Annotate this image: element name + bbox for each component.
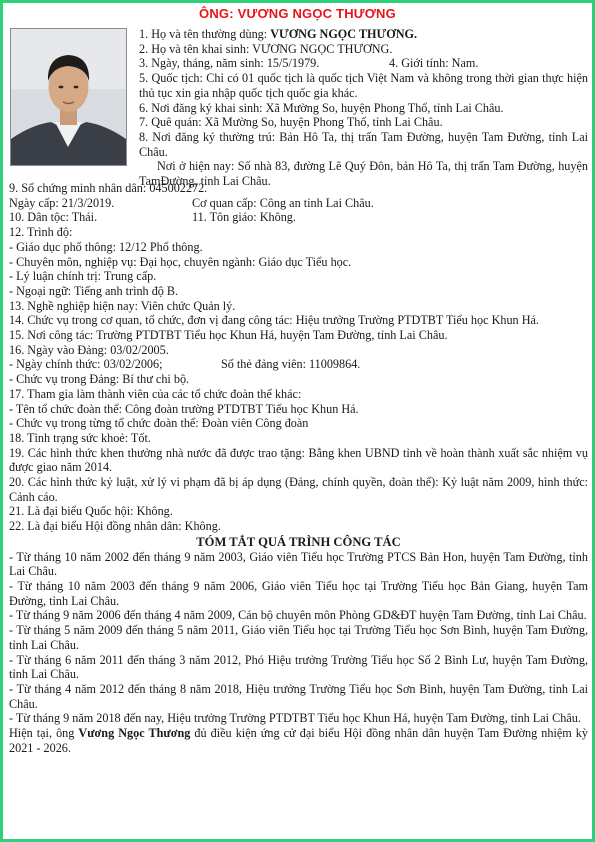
info-line-12d: - Ngoại ngữ: Tiếng anh trình độ B. bbox=[9, 283, 179, 298]
candidate-name: Vương Ngọc Thương bbox=[78, 726, 191, 741]
date-of-birth: 3. Ngày, tháng, năm sinh: 15/5/1979. bbox=[139, 56, 320, 71]
info-line-10-11: 10. Dân tộc: Thái. 11. Tôn giáo: Không. bbox=[9, 210, 296, 225]
info-line-8: 8. Nơi đăng ký thường trú: Bản Hô Ta, thị trấn Tam Đường, huyện Tam Đường, tỉnh Lai Châu. bbox=[139, 129, 588, 159]
career-item: - Từ tháng 9 năm 2018 đến nay, Hiệu trưởng Trường PTDTBT Tiểu học Khun Há, huyện Tam Đường, tỉnh Lai Châu. bbox=[9, 711, 581, 726]
info-line-12: 12. Trình độ: bbox=[9, 225, 73, 240]
info-line-22: 22. Là đại biểu Hội đồng nhân dân: Không. bbox=[9, 519, 221, 534]
career-item: - Từ tháng 10 năm 2003 đến tháng 9 năm 2006, Giáo viên Tiểu học tại Trường Tiểu học Bản Giang, huyện Tam Đường, tỉnh Lai Châu. bbox=[9, 578, 588, 608]
info-line-5: 5. Quốc tịch: Chỉ có 01 quốc tịch là quốc tịch Việt Nam và không trong thời gian thực hiện thủ tục xin gia nhập quốc tịch quốc gia khác. bbox=[139, 71, 588, 100]
career-item: - Từ tháng 4 năm 2012 đến tháng 8 năm 2018, Hiệu trưởng Trường Tiểu học Sơn Bình, huyện Tam Đường, tỉnh Lai Châu. bbox=[9, 681, 588, 711]
common-name: VƯƠNG NGỌC THƯƠNG. bbox=[270, 27, 418, 41]
info-line-9-issue: Ngày cấp: 21/3/2019. Cơ quan cấp: Công an tỉnh Lai Châu. bbox=[9, 195, 374, 210]
personal-info-top bbox=[139, 27, 588, 189]
gender: 4. Giới tính: Nam. bbox=[389, 56, 479, 71]
career-item: - Từ tháng 10 năm 2002 đến tháng 9 năm 2003, Giáo viên Tiểu học Trường PTCS Bản Hon, huyện Tam Đường, tỉnh Lai Châu. bbox=[9, 549, 588, 579]
page-title: ÔNG: VƯƠNG NGỌC THƯƠNG bbox=[199, 6, 396, 21]
closing-statement: Hiện tại, ông Vương Ngọc Thương đủ điều kiện ứng cử đại biểu Hội đồng nhân dân huyện Tam Đường nhiệm kỳ 2021 - 2026. bbox=[9, 726, 588, 755]
info-line-17: 17. Tham gia làm thành viên của các tổ chức đoàn thể khác: bbox=[9, 386, 302, 401]
career-item: - Từ tháng 6 năm 2011 đến tháng 3 năm 2012, Phó Hiệu trưởng Trường Tiểu học Số 2 Bình Lư, huyện Tam Đường, tỉnh Lai Châu. bbox=[9, 652, 588, 682]
info-line-14: 14. Chức vụ trong cơ quan, tổ chức, đơn vị đang công tác: Hiệu trưởng Trường PTDTBT Tiểu học Khun Há. bbox=[9, 313, 539, 328]
info-line-19: 19. Các hình thức khen thưởng nhà nước đã được trao tặng: Bằng khen UBND tỉnh về hoàn thành xuất sắc nhiệm vụ được giao năm 2014. bbox=[9, 445, 588, 475]
portrait-photo bbox=[10, 28, 127, 166]
info-line-3 bbox=[139, 56, 588, 71]
info-line-16: 16. Ngày vào Đảng: 03/02/2005. bbox=[9, 342, 169, 357]
info-line-16-official: - Ngày chính thức: 03/02/2006; Số thẻ đảng viên: 11009864. bbox=[9, 357, 361, 372]
info-line-13: 13. Nghề nghiệp hiện nay: Viên chức Quản lý. bbox=[9, 298, 236, 313]
career-item: - Từ tháng 5 năm 2009 đến tháng 5 năm 2011, Giáo viên Tiểu học tại Trường Tiểu học Sơn Bình, huyện Tam Đường, tỉnh Lai Châu. bbox=[9, 623, 588, 652]
info-line-12a: - Giáo dục phổ thông: 12/12 Phổ thông. bbox=[9, 239, 203, 254]
personal-info-main bbox=[9, 181, 588, 755]
career-section-title: TÓM TẮT QUÁ TRÌNH CÔNG TÁC bbox=[196, 534, 401, 549]
info-line-9: 9. Số chứng minh nhân dân: 045002272. bbox=[9, 181, 208, 195]
info-line-2: 2. Họ và tên khai sinh: VƯƠNG NGỌC THƯƠNG. bbox=[139, 41, 393, 56]
info-line-17a: - Tên tổ chức đoàn thể: Công đoàn trường PTDTBT Tiểu học Khun Há. bbox=[9, 401, 359, 416]
info-line-12b: - Chuyên môn, nghiệp vụ: Đại học, chuyên ngành: Giáo dục Tiểu học. bbox=[9, 254, 352, 269]
info-line-6: 6. Nơi đăng ký khai sinh: Xã Mường So, huyện Phong Thổ, tỉnh Lai Châu. bbox=[139, 100, 504, 115]
info-line-1: 1. Họ và tên thường dùng: VƯƠNG NGỌC THƯƠNG. bbox=[139, 27, 418, 41]
info-line-7: 7. Quê quán: Xã Mường So, huyện Phong Thổ, tỉnh Lai Châu. bbox=[139, 115, 443, 130]
info-line-20: 20. Các hình thức kỷ luật, xử lý vi phạm đã bị áp dụng (Đảng, chính quyền, đoàn thể): Kỷ luật năm 2009, hình thức: Cảnh cáo. bbox=[9, 475, 588, 504]
info-line-8b: Nơi ở hiện nay: Số nhà 83, đường Lê Quý Đôn, bản Hô Ta, thị trấn Tam Đường, huyện TamĐường, tỉnh Lai Châu. bbox=[139, 159, 588, 189]
info-line-18: 18. Tình trạng sức khoẻ: Tốt. bbox=[9, 430, 151, 445]
info-line-16-position: - Chức vụ trong Đảng: Bí thư chi bộ. bbox=[9, 372, 190, 387]
info-line-12c: - Lý luận chính trị: Trung cấp. bbox=[9, 269, 157, 284]
info-line-15: 15. Nơi công tác: Trường PTDTBT Tiểu học Khun Há, huyện Tam Đường, tỉnh Lai Châu. bbox=[9, 328, 448, 343]
info-line-17b: - Chức vụ trong từng tổ chức đoàn thể: Đoàn viên Công đoàn bbox=[9, 416, 309, 431]
document-page bbox=[3, 3, 592, 839]
info-line-21: 21. Là đại biểu Quốc hội: Không. bbox=[9, 504, 173, 519]
career-item: - Từ tháng 9 năm 2006 đến tháng 4 năm 2009, Cán bộ chuyên môn Phòng GD&ĐT huyện Tam Đường, tỉnh Lai Châu. bbox=[9, 608, 587, 623]
